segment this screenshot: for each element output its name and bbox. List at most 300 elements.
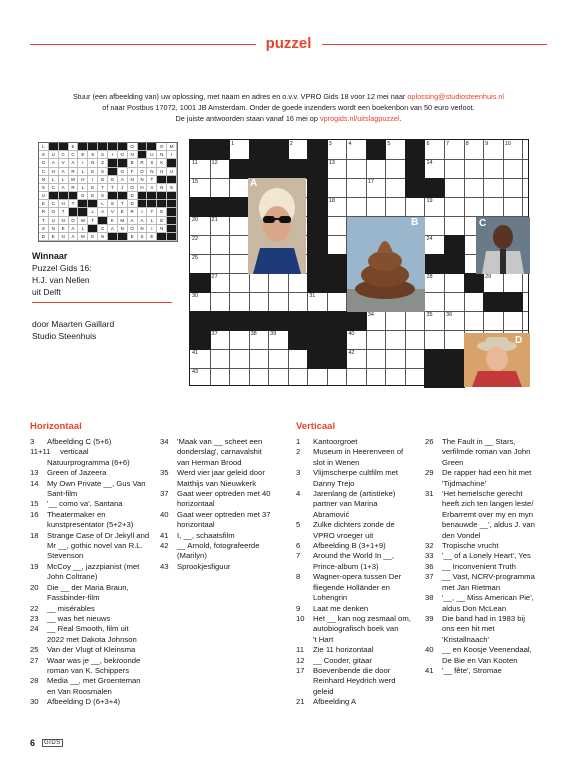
clue-item: [296, 656, 421, 666]
clue-number-label: 22: [192, 236, 199, 242]
black-cell: [307, 178, 328, 198]
solution-cell: N: [147, 168, 157, 176]
clue-number-label: 30: [192, 293, 199, 299]
clue-item: [296, 499, 421, 509]
solution-cell: [98, 217, 108, 225]
black-cell: [327, 254, 348, 274]
clue-item: [30, 489, 155, 499]
solution-cell: S: [39, 151, 49, 159]
clue-item: [30, 531, 155, 541]
clue-number: 28: [30, 676, 39, 686]
results-link[interactable]: vprogids.nl/uitslagpuzzel: [319, 114, 400, 123]
clue-number-label: 37: [211, 331, 218, 337]
clue-item: [30, 479, 155, 489]
clue-text: My Own Private __, Gus Van: [47, 478, 146, 488]
clue-number: 2: [296, 447, 301, 457]
horizontaal-title: Horizontaal: [30, 421, 82, 432]
solution-cell: O: [128, 225, 138, 233]
clue-number-label: 15: [192, 179, 199, 185]
solution-cell: [138, 200, 148, 208]
solution-cell: T: [59, 208, 69, 216]
solution-cell: E: [69, 143, 79, 151]
black-cell: [366, 140, 387, 160]
clue-item: [425, 666, 550, 676]
clue-text: Laat me denken: [313, 603, 369, 613]
clue-item: [296, 624, 421, 634]
clue-number-label: 9: [485, 141, 489, 147]
clue-number-label: 6: [426, 141, 430, 147]
clue-text: den Vondel: [442, 530, 481, 540]
clue-text: donderslag', carnavalshit: [177, 447, 262, 457]
clue-number: [30, 593, 47, 603]
solution-cell: E: [157, 208, 167, 216]
clue-item: [425, 562, 550, 572]
clue-number: [30, 520, 47, 530]
clue-number-label: 10: [504, 141, 511, 147]
solution-cell: U: [49, 151, 59, 159]
clue-number: [160, 551, 177, 561]
clue-item: [425, 520, 550, 530]
solution-cell: T: [147, 208, 157, 216]
clue-number: [425, 583, 442, 593]
clue-number: [160, 479, 177, 489]
winner-line: H.J. van Nellen: [32, 275, 90, 285]
black-cell: [190, 140, 211, 160]
clue-item: [425, 614, 550, 624]
clue-text: slot in Wenen: [313, 457, 360, 467]
clue-number-label: 25: [192, 255, 199, 261]
solution-cell: L: [78, 168, 88, 176]
clue-item: [425, 583, 550, 593]
solution-cell: A: [69, 159, 79, 167]
clue-number: [425, 624, 442, 634]
black-cell: [249, 159, 270, 179]
solution-cell: C: [69, 151, 79, 159]
solution-cell: C: [59, 151, 69, 159]
clue-number: [425, 499, 442, 509]
clue-number: [30, 687, 47, 697]
clue-number: [160, 499, 177, 509]
clue-number-label: 7: [446, 141, 450, 147]
clue-text: Erbarremt over my en myn: [442, 509, 533, 519]
clue-text: Abramović: [313, 509, 350, 519]
clue-item: [30, 572, 155, 582]
solution-cell: N: [157, 184, 167, 192]
solution-cell: [49, 143, 59, 151]
black-cell: [327, 349, 348, 369]
solution-cell: H: [78, 176, 88, 184]
credits: [32, 318, 114, 342]
clue-number: 20: [30, 582, 39, 592]
solution-cell: E: [78, 151, 88, 159]
email-link[interactable]: oplossing@studiosteenhuis.nl: [407, 92, 504, 101]
solution-cell: N: [128, 176, 138, 184]
clue-text: __ Arnold, fotografeerde: [177, 541, 260, 551]
clue-item: [30, 510, 155, 520]
clue-item: [160, 541, 285, 551]
clue-text: The Fault in __ Stars,: [442, 437, 516, 446]
clue-number: [425, 510, 442, 520]
solution-cell: [147, 143, 157, 151]
solution-cell: D: [39, 233, 49, 241]
clue-text: Green: [442, 457, 464, 467]
clue-number-label: 20: [192, 217, 199, 223]
clue-text: Zulke dichters zonde de: [313, 520, 395, 530]
clue-text: fliegende Holländer en: [313, 582, 390, 592]
solution-cell: N: [118, 225, 128, 233]
photo-label-b: B: [411, 217, 419, 228]
solution-cell: S: [147, 159, 157, 167]
clue-item: [296, 635, 421, 645]
clue-number: 39: [425, 613, 434, 623]
solution-cell: S: [167, 184, 177, 192]
clue-text: roman van K. Schippers: [47, 665, 130, 675]
clue-item: [160, 510, 285, 520]
solution-cell: [167, 192, 177, 200]
solution-cell: A: [138, 217, 148, 225]
clue-text: ons een hit met: [442, 624, 495, 634]
clue-number: [425, 635, 442, 645]
solution-cell: [59, 192, 69, 200]
solution-cell: I: [78, 159, 88, 167]
solution-cell: N: [39, 176, 49, 184]
solution-cell: A: [69, 225, 79, 233]
clue-text: heeft zich ten langen leste/: [442, 499, 534, 509]
clue-number: 6: [296, 541, 301, 551]
solution-cell: M: [69, 176, 79, 184]
clue-item: [160, 551, 285, 561]
verticaal-title: Verticaal: [296, 421, 336, 432]
black-cell: [483, 292, 504, 312]
solution-cell: H: [138, 184, 148, 192]
clue-number: 32: [425, 541, 434, 551]
black-cell: [210, 197, 231, 217]
solution-cell: T: [118, 200, 128, 208]
clue-item: [296, 468, 421, 478]
solution-cell: C: [49, 184, 59, 192]
black-cell: [307, 311, 328, 331]
solution-cell: R: [128, 208, 138, 216]
clue-text: autobiografisch boek van: [313, 624, 399, 634]
black-cell: [288, 330, 309, 350]
clue-number: 27: [30, 655, 39, 665]
clue-item: [30, 656, 155, 666]
clue-number: [296, 583, 313, 593]
clue-number: 1: [296, 437, 301, 446]
clue-text: Green of Jazeera: [47, 468, 107, 478]
clue-text: Sant-film: [47, 489, 78, 499]
clue-number: [425, 458, 442, 468]
solution-cell: T: [108, 184, 118, 192]
clue-item: [160, 447, 285, 457]
solution-cell: O: [69, 217, 79, 225]
clue-number-label: 12: [211, 160, 218, 166]
clue-number: [425, 447, 442, 457]
clue-text: __ Vast, NCRV-programma: [442, 572, 535, 582]
clue-item: [296, 479, 421, 489]
clue-text: Mr __, gothic novel van R.L.: [47, 541, 143, 551]
solution-cell: O: [157, 143, 167, 151]
clue-number: 25: [30, 645, 39, 655]
solution-cell: [167, 233, 177, 241]
solution-cell: C: [39, 168, 49, 176]
clue-number-label: 27: [211, 274, 218, 280]
solution-cell: A: [59, 168, 69, 176]
black-cell: [405, 159, 426, 179]
instructions-line-2: of naar Postbus 17072, 1001 JB Amsterdam. Onder de goede inzenders wordt een boekenbon van 50 euro verloot.: [102, 103, 475, 112]
clue-item: [296, 697, 421, 707]
solution-cell: E: [147, 233, 157, 241]
clue-text: Media __, met Groenteman: [47, 676, 141, 686]
clue-item: [296, 510, 421, 520]
solution-cell: D: [78, 192, 88, 200]
clue-item: [425, 645, 550, 655]
solution-cell: N: [88, 159, 98, 167]
photo-c: [476, 217, 530, 274]
clue-item: [296, 676, 421, 686]
clue-number-label: 38: [250, 331, 257, 337]
clue-item: [160, 499, 285, 509]
black-cell: [307, 235, 328, 255]
clue-text: Vlijmscherpe cultfilm met: [313, 468, 399, 478]
solution-cell: L: [98, 200, 108, 208]
clue-text: '__ como va', Santana: [47, 499, 123, 509]
clue-item: [425, 604, 550, 614]
solution-cell: N: [138, 176, 148, 184]
black-cell: [444, 349, 465, 369]
clue-text: Afbeelding D (6+3+4): [47, 697, 121, 707]
clue-text: Boevenbende die door: [313, 665, 391, 675]
solution-cell: H: [157, 168, 167, 176]
clue-number: [425, 520, 442, 530]
clue-number-label: 36: [446, 312, 453, 318]
clue-number: 37: [425, 572, 434, 582]
solution-cell: N: [157, 225, 167, 233]
solution-cell: B: [128, 159, 138, 167]
black-cell: [210, 311, 231, 331]
black-cell: [190, 273, 211, 293]
solution-cell: [147, 192, 157, 200]
clue-text: van Herman Brood: [177, 457, 242, 467]
winner-divider: [32, 302, 172, 303]
solution-cell: J: [118, 184, 128, 192]
clue-text: I, __, schaatsfilm: [177, 530, 235, 540]
photo-label-d: D: [515, 335, 523, 346]
clue-text: __ Cooder, gitaar: [313, 655, 372, 665]
clue-text: De rapper had een hit met: [442, 468, 532, 478]
clue-text: Wagner-opera tussen Der: [313, 572, 402, 582]
crossword-grid[interactable]: [189, 139, 529, 386]
clue-number: 3: [296, 468, 301, 478]
black-cell: [327, 330, 348, 350]
solution-cell: [118, 233, 128, 241]
clue-item: [30, 666, 155, 676]
solution-cell: G: [39, 159, 49, 167]
solution-cell: [78, 200, 88, 208]
clue-item: [160, 479, 285, 489]
clue-number: [296, 624, 313, 634]
clue-item: [30, 520, 155, 530]
solution-cell: [167, 217, 177, 225]
clue-number: [160, 458, 177, 468]
clue-number-label: 17: [367, 179, 374, 185]
solution-cell: M: [167, 143, 177, 151]
solution-cell: I: [108, 151, 118, 159]
clue-text: horizontaal: [177, 499, 215, 509]
clue-item: [425, 499, 550, 509]
clue-number: 40: [160, 509, 169, 519]
clue-number: 29: [425, 468, 434, 478]
clue-item: [30, 635, 155, 645]
clue-number: 5: [296, 520, 301, 530]
clue-number: 43: [160, 561, 169, 571]
clue-item: [30, 624, 155, 634]
black-cell: [288, 311, 309, 331]
solution-cell: A: [59, 184, 69, 192]
solution-cell: [167, 159, 177, 167]
winner-line: Puzzel Gids 16:: [32, 263, 92, 273]
clue-text: (Marilyn): [177, 551, 207, 561]
clue-item: [160, 520, 285, 530]
verticaal-clues-column-2: [425, 437, 550, 676]
clue-item: [425, 479, 550, 489]
clue-text: met Jan Rietman: [442, 582, 501, 592]
clue-number: 22: [30, 603, 39, 613]
solution-cell: E: [59, 225, 69, 233]
clue-number: 33: [425, 551, 434, 561]
clue-text: Prince-album (1+3): [313, 561, 379, 571]
clue-text: horizontaal: [177, 520, 215, 530]
clue-text: kunstpresentator (5+2+3): [47, 520, 134, 530]
clue-number: [30, 458, 47, 468]
solution-cell: S: [39, 184, 49, 192]
clue-text: en Van Roosmalen: [47, 686, 112, 696]
clue-item: [30, 676, 155, 686]
black-cell: [424, 349, 445, 369]
clue-number-label: 21: [211, 217, 218, 223]
solution-cell: L: [78, 184, 88, 192]
black-cell: [444, 254, 465, 274]
clue-number: 7: [296, 551, 301, 561]
solution-cell: Z: [98, 159, 108, 167]
clue-item: [296, 583, 421, 593]
black-cell: [190, 330, 211, 350]
clue-text: Museum in Heerenveen of: [313, 447, 404, 457]
black-cell: [307, 216, 328, 236]
credit-studio: Studio Steenhuis: [32, 331, 97, 341]
black-cell: [327, 273, 348, 293]
clue-item: [30, 468, 155, 478]
solution-cell: F: [128, 168, 138, 176]
solution-cell: E: [88, 192, 98, 200]
solution-cell: [108, 168, 118, 176]
solution-cell: R: [69, 184, 79, 192]
clue-item: [296, 645, 421, 655]
clue-text: benauwde __', aldus J. van: [442, 520, 535, 530]
solution-cell: A: [128, 217, 138, 225]
clue-number: 13: [30, 468, 39, 478]
clue-number: 37: [160, 489, 169, 499]
clue-number-label: 11: [192, 160, 198, 166]
verticaal-clues-column-1: [296, 437, 421, 708]
solution-cell: [157, 176, 167, 184]
solution-cell: L: [59, 176, 69, 184]
solution-cell: V: [108, 208, 118, 216]
black-cell: [249, 140, 270, 160]
clue-number: [30, 551, 47, 561]
clue-number: [30, 635, 47, 645]
clue-number: 3: [30, 437, 35, 446]
clue-text: Kantoorgroet: [313, 437, 358, 446]
solution-cell: [69, 192, 79, 200]
clue-number: [296, 593, 313, 603]
clue-number: [30, 489, 47, 499]
solution-cell: I: [88, 176, 98, 184]
clue-item: [30, 447, 155, 457]
clue-number: 11: [296, 645, 304, 655]
clue-number-label: 24: [426, 236, 433, 242]
solution-cell: U: [49, 217, 59, 225]
clue-item: [425, 489, 550, 499]
black-cell: [444, 368, 465, 388]
solution-cell: [118, 159, 128, 167]
clue-text: Afbeelding A: [313, 697, 357, 707]
black-cell: [346, 311, 367, 331]
clue-item: [296, 437, 421, 447]
person-photo-a-icon: [248, 178, 306, 274]
clue-number: 8: [296, 572, 301, 582]
solution-cell: W: [78, 217, 88, 225]
solution-cell: [108, 143, 118, 151]
black-cell: [424, 254, 445, 274]
solution-cell: H: [59, 200, 69, 208]
clue-number: 14: [30, 478, 39, 488]
solution-cell: [98, 143, 108, 151]
clue-item: [425, 458, 550, 468]
solution-cell: E: [128, 233, 138, 241]
solution-cell: [167, 176, 177, 184]
black-cell: [190, 197, 211, 217]
solution-cell: [167, 225, 177, 233]
clue-text: Lohengrin: [313, 593, 348, 603]
clue-item: [30, 562, 155, 572]
solution-cell: [138, 151, 148, 159]
clue-item: [30, 645, 155, 655]
solution-cell: [69, 208, 79, 216]
clue-text: verfilmde roman van John: [442, 447, 531, 457]
clue-text: Fassbinder-film: [47, 593, 100, 603]
clue-number: [296, 676, 313, 686]
solution-cell: I: [167, 151, 177, 159]
clue-number: [296, 635, 313, 645]
solution-cell: T: [39, 217, 49, 225]
solution-cell: U: [167, 168, 177, 176]
solution-cell: L: [49, 176, 59, 184]
solution-cell: [147, 200, 157, 208]
black-cell: [307, 330, 328, 350]
clue-number: [30, 666, 47, 676]
clue-number: [425, 656, 442, 666]
black-cell: [307, 197, 328, 217]
horizontaal-clues-column-2: [160, 437, 285, 572]
solution-cell: N: [98, 233, 108, 241]
clue-text: __ misérables: [47, 603, 95, 613]
clue-number-label: 40: [348, 331, 355, 337]
clue-text: Jarenlang de (artistieke): [313, 489, 396, 499]
clue-item: [30, 458, 155, 468]
solution-cell: [88, 200, 98, 208]
clue-item: [296, 447, 421, 457]
